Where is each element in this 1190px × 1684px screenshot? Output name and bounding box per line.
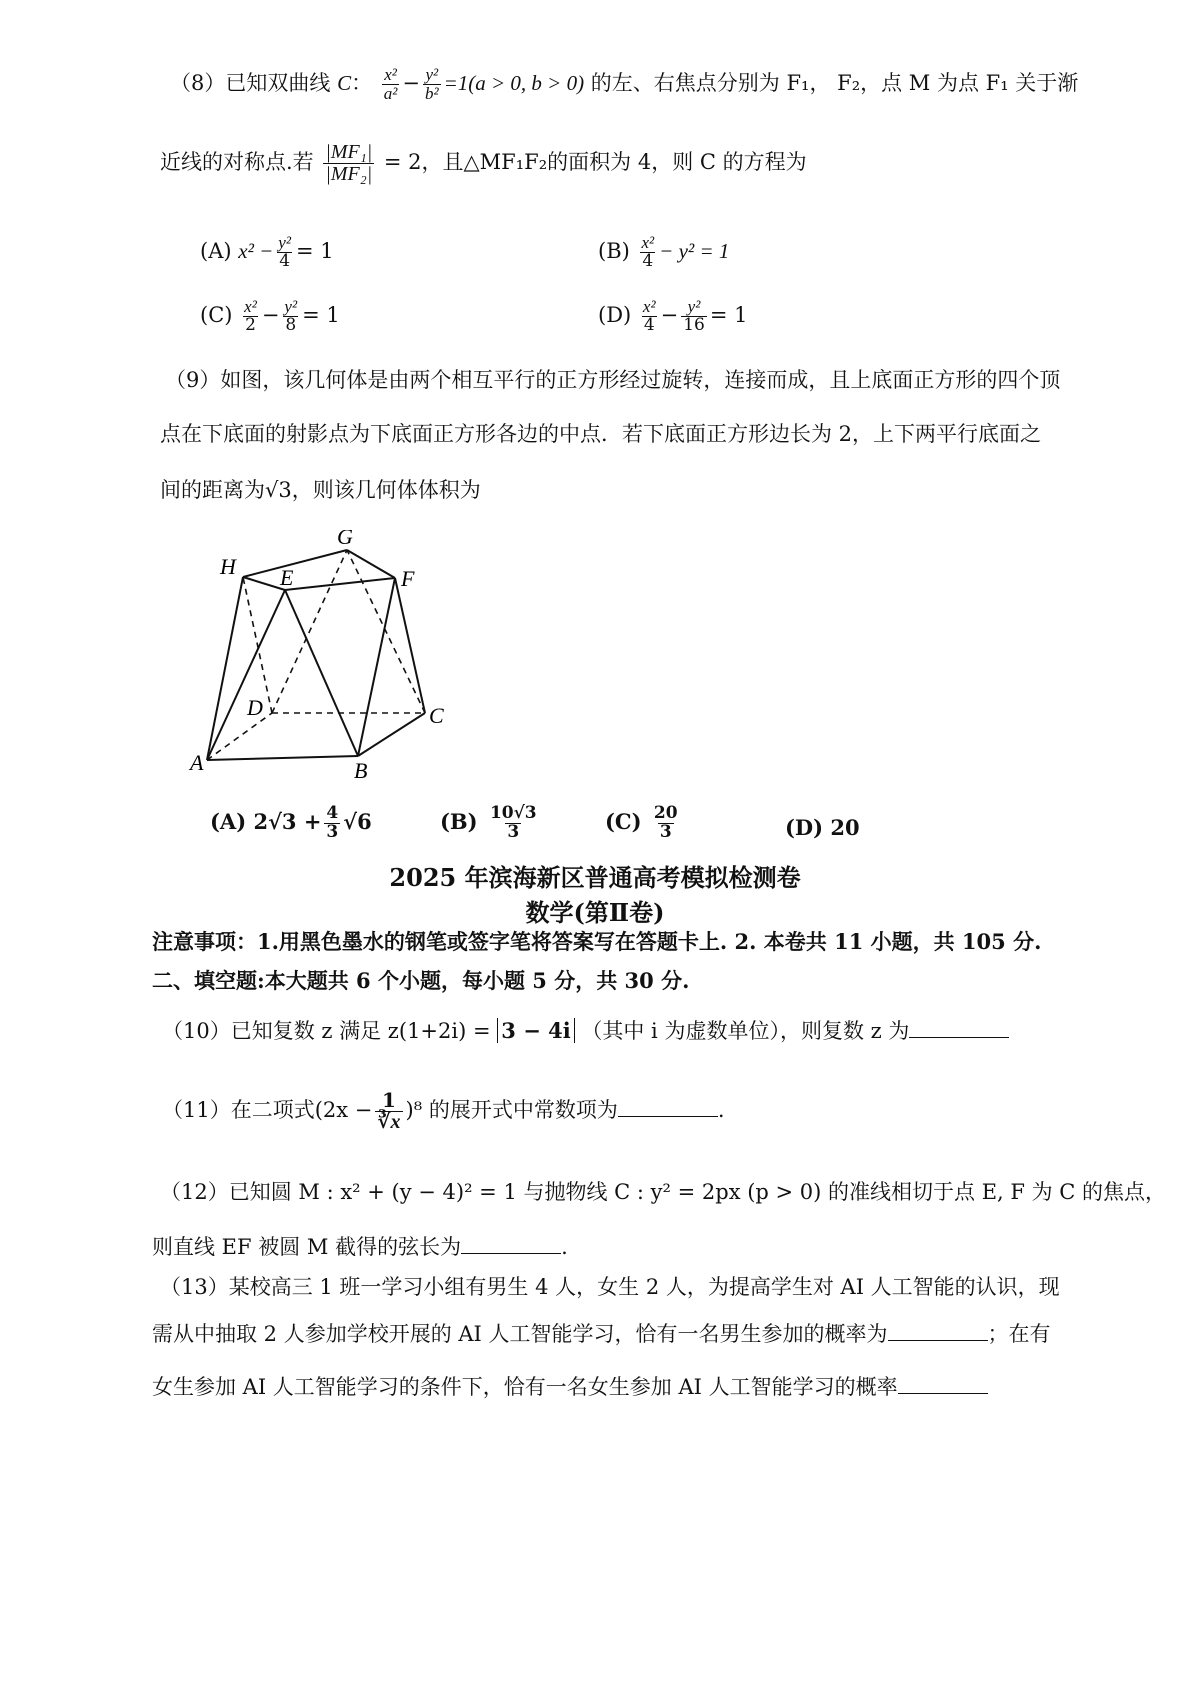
q12-line2 [152, 1235, 568, 1260]
edge-BE [285, 590, 358, 756]
q11-frac-num: 1 [382, 1088, 396, 1112]
q8-option-b-den: 4 [642, 250, 654, 271]
q9-option-b-den: 3 [507, 821, 520, 842]
q9-solid-figure [180, 530, 480, 790]
q8-ratio-den: |MF₂| [325, 163, 373, 185]
q10-pre: （10）已知复数 z 满足 z(1+2i) = [162, 1019, 491, 1043]
q8-option-c-frac1 [242, 298, 259, 335]
q9-option-b-label: (B) [440, 808, 478, 834]
q11-exp: )⁸ [405, 1098, 423, 1122]
edge-DH [243, 577, 272, 713]
q9-option-a-label: (A) [210, 808, 247, 834]
edge-CF [395, 578, 425, 713]
q8-intro: （8）已知双曲线 [170, 70, 331, 95]
label-E: E [280, 565, 294, 590]
q8-option-d-num: x² [642, 297, 656, 316]
edge-GF [347, 550, 395, 578]
label-F: F [401, 566, 415, 591]
q9-option-d-value: 20 [830, 815, 860, 840]
q8-curve-name: C [337, 70, 352, 95]
q8-option-c-num: x² [244, 297, 257, 316]
exam-subtitle: 数学(第Ⅱ卷) [525, 898, 665, 927]
q8-option-c-post: = 1 [302, 302, 340, 327]
q8-option-a-den: 4 [279, 250, 291, 271]
edge-FE [285, 578, 395, 590]
notice: 注意事项：1.用黑色墨水的钢笔或签字笔将答案写在答题卡上. 2. 本卷共 11 小题，共 105 分. [152, 929, 1042, 954]
q8-minus: − [402, 70, 420, 95]
label-D: D [247, 695, 263, 720]
q8-option-c-frac2 [282, 298, 299, 335]
q12-end: . [561, 1235, 568, 1259]
q8-frac-x-den: a² [383, 83, 398, 103]
edge-AB [207, 756, 358, 760]
q8-frac-y-num: y² [425, 65, 439, 84]
q11-answer-blank[interactable] [618, 1115, 718, 1117]
q8-option-d-den: 4 [643, 314, 655, 335]
edge-EH [243, 577, 285, 590]
q11-post: 的展开式中常数项为 [428, 1098, 618, 1122]
q13-line2 [152, 1322, 1051, 1347]
q8-frac-y [423, 66, 441, 103]
q8-option-c-den: 2 [245, 314, 256, 335]
q8-ratio [323, 142, 374, 185]
q13-line2-post: ；在有 [987, 1322, 1051, 1346]
label-G: G [337, 530, 353, 549]
q8-line2-post: = 2，且△MF₁F₂的面积为 4，则 C 的方程为 [383, 150, 807, 174]
q8-frac-x-num: x² [384, 65, 397, 84]
q12-answer-blank[interactable] [461, 1252, 561, 1254]
q8-frac-y-den: b² [424, 83, 439, 103]
q8-line2 [160, 142, 807, 185]
edge-AE [207, 590, 285, 760]
edge-BF [358, 578, 395, 756]
q9-option-b[interactable] [440, 805, 542, 842]
q8-option-d-num2: y² [687, 297, 701, 316]
q8-option-a[interactable] [200, 234, 334, 271]
q12-line2-text: 则直线 EF 被圆 M 截得的弦长为 [152, 1235, 462, 1259]
q8-line1 [170, 66, 1078, 103]
label-B: B [354, 758, 368, 783]
q8-eq-cond: =1(a > 0, b > 0) [443, 70, 585, 95]
q13-line3 [152, 1375, 988, 1400]
q12-line1: （12）已知圆 M : x² + (y − 4)² = 1 与抛物线 C : y² = 2px (p > 0) 的准线相切于点 E, F 为 C 的焦点， [160, 1180, 1167, 1204]
q8-line2-pre: 近线的对称点.若 [160, 150, 314, 174]
q8-colon: ： [351, 70, 373, 95]
q8-ratio-num: |MF₁| [325, 141, 373, 163]
q8-option-d-frac1 [641, 298, 658, 335]
q8-option-c-den2: 8 [285, 314, 297, 335]
exam-title: 2025 年滨海新区普通高考模拟检测卷 [389, 863, 801, 892]
q8-option-a-frac [276, 234, 293, 271]
q9-option-b-num: 10√3 [489, 803, 537, 823]
q11-frac-den: ∛x [377, 1111, 401, 1133]
q8-option-b[interactable] [598, 234, 729, 271]
q9-option-d-label: (D) [785, 815, 824, 840]
q9-line1: （9）如图，该几何体是由两个相互平行的正方形经过旋转，连接而成，且上底面正方形的四个顶 [165, 368, 1061, 392]
q8-option-d-mid: − [660, 302, 679, 327]
q9-option-b-frac [488, 805, 539, 842]
label-C: C [429, 703, 444, 728]
q13-answer-blank-2[interactable] [898, 1392, 988, 1394]
q8-option-d[interactable] [598, 298, 747, 335]
q9-line3-pre: 间的距离为 [160, 478, 265, 502]
q8-option-b-frac [640, 234, 657, 271]
q9-option-c-den: 3 [659, 821, 672, 842]
q8-option-c-mid: − [261, 302, 280, 327]
q11-end: . [717, 1098, 725, 1122]
q9-option-a[interactable] [210, 805, 372, 842]
q13-answer-blank-1[interactable] [888, 1339, 988, 1341]
q10-post: （其中 i 为虚数单位），则复数 z 为 [581, 1019, 910, 1043]
q9-line3-post: ，则该几何体体积为 [291, 478, 481, 502]
q13-line1: （13）某校高三 1 班一学习小组有男生 4 人，女生 2 人，为提高学生对 AI 人工智能的认识，现 [160, 1275, 1060, 1299]
q9-option-c[interactable] [605, 805, 683, 842]
edge-HG [243, 550, 347, 577]
label-A: A [190, 750, 204, 775]
q8-option-d-den2: 16 [683, 314, 705, 335]
q8-option-c-label: (C) [200, 302, 233, 327]
q8-option-c-num2: y² [284, 297, 298, 316]
q8-option-b-num: x² [641, 233, 655, 252]
q9-option-a-pre: 2√3 + [253, 808, 322, 834]
edge-BC [358, 713, 425, 756]
q8-option-a-label: (A) [200, 238, 232, 263]
q13-line2-pre: 需从中抽取 2 人参加学校开展的 AI 人工智能学习，恰有一名男生参加的概率为 [152, 1322, 888, 1346]
q9-line2: 点在下底面的射影点为下底面正方形各边的中点．若下底面正方形边长为 2，上下两平行底面之 [160, 422, 1042, 446]
q10-answer-blank[interactable] [909, 1036, 1009, 1038]
q9-option-c-label: (C) [605, 808, 642, 834]
q11-frac [375, 1090, 402, 1133]
q9-option-c-frac [652, 805, 680, 842]
part2-heading: 二、填空题:本大题共 6 个小题，每小题 5 分，共 30 分. [152, 968, 690, 993]
q8-option-a-num: y² [278, 233, 291, 252]
q8-option-a-pre: x² − [238, 238, 274, 263]
q11 [162, 1090, 725, 1133]
q10 [162, 1018, 1009, 1044]
q9-option-a-num: 4 [326, 803, 339, 823]
q9-option-a-den: 3 [326, 821, 339, 842]
q8-option-b-label: (B) [598, 238, 630, 263]
q9-option-a-frac [324, 805, 340, 842]
q13-line3-text: 女生参加 AI 人工智能学习的条件下，恰有一名女生参加 AI 人工智能学习的概率 [152, 1375, 898, 1399]
q11-pre: （11）在二项式(2x − [162, 1098, 373, 1122]
q10-abs: 3 − 4i [497, 1018, 574, 1043]
q9-option-c-num: 20 [653, 803, 678, 823]
q8-option-d-label: (D) [598, 302, 632, 327]
q8-line1-post: 的左、右焦点分别为 F₁， F₂，点 M 为点 F₁ 关于渐 [590, 70, 1079, 95]
q8-option-b-post: − y² = 1 [659, 238, 730, 263]
edge-AH [207, 577, 243, 760]
q9-option-d[interactable] [785, 815, 860, 840]
q9-option-a-post: √6 [343, 808, 372, 834]
label-H: H [220, 554, 236, 579]
q8-option-c[interactable] [200, 298, 340, 335]
q9-line3 [160, 478, 481, 503]
q8-option-d-frac2 [681, 298, 707, 335]
q8-option-d-post: = 1 [709, 302, 748, 327]
q8-option-a-post: = 1 [295, 238, 334, 263]
q9-sqrt3: √3 [265, 478, 292, 502]
q8-frac-x [382, 66, 400, 103]
